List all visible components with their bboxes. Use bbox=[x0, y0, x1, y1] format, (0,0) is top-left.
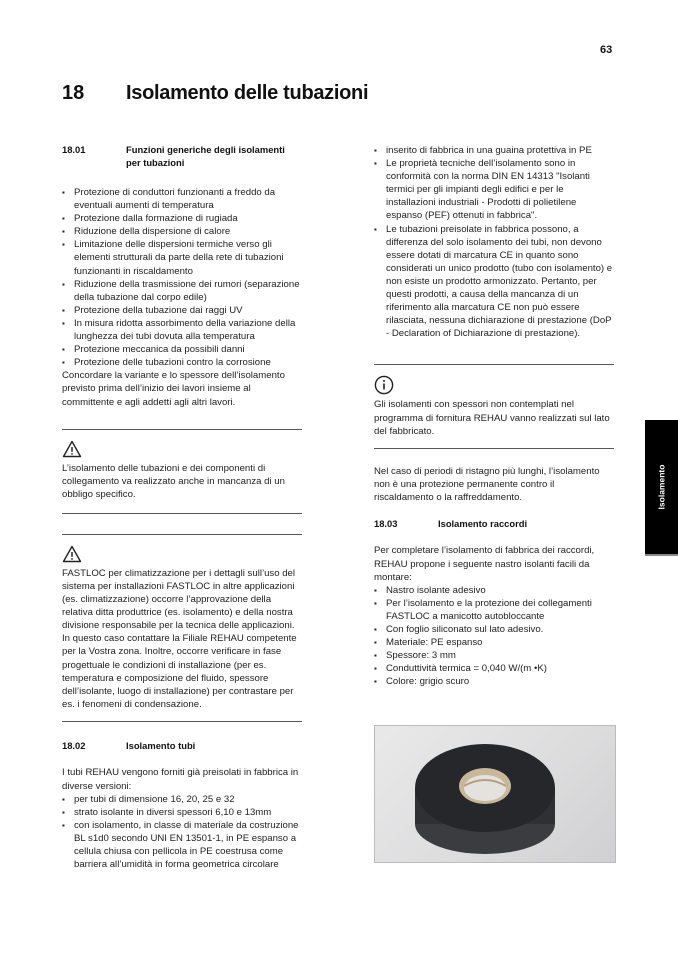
closing-paragraph: Concordare la variante e lo spessore dell’isolamento previsto prima dell’inizio dei lavori insieme al committente e agli addetti agli altri lavori. bbox=[62, 370, 285, 408]
list-item: ▪ Protezione dalla formazione di rugiada bbox=[62, 212, 302, 225]
insulating-tape-roll-photo bbox=[374, 725, 616, 863]
left-column bbox=[62, 144, 302, 871]
list-item: ▪ Protezione meccanica da possibili danni bbox=[62, 343, 302, 356]
chapter-number: 18 bbox=[62, 81, 85, 104]
list-item: ▪ inserito di fabbrica in una guaina protettiva in PE bbox=[374, 144, 614, 157]
intro-paragraph: I tubi REHAU vengono forniti già preisolati in fabbrica in diverse versioni: bbox=[62, 767, 299, 792]
list-item: ▪ per tubi di dimensione 16, 20, 25 e 32 bbox=[62, 793, 302, 806]
info-box bbox=[374, 375, 614, 437]
list-item: ▪ Nastro isolante adesivo bbox=[374, 584, 614, 597]
list-item: ▪ Le tubazioni preisolate in fabbrica possono, a differenza del solo isolamento dei tubi, non devono essere dotati di marcatura CE in quanto sono considerati un unico prodotto (tubo con isolamento) e non esiste un prodotto armonizzato. Pertanto, per questi prodotti, a causa della mancanza di un riferimento alla marcatura CE non può essere rilasciata, nessuna dichiarazione di prestazione (DoP - Declaration of Dichiarazione di prestazione). bbox=[374, 223, 614, 341]
warning-text: FASTLOC per climatizzazione per i dettagli sull’uso del sistema per installazioni FASTLOC in altre applicazioni (es. climatizzazione) occorre l’approvazione della relativa ditta produttrice (es. isolamento) e della nostra divisione responsabile per la tecnica delle applicazioni. In questo caso contattare la Filiale REHAU competente per la Vostra zona. Inoltre, occorre verificare in fase progettuale le condizioni di installazione (per es. temperatura e composizione del fluido, spessore dell’isolante, luogo di installazione) per contrastare per es. i fenomeni di condensazione. bbox=[62, 567, 297, 710]
list-item: ▪ Con foglio siliconato sul lato adesivo. bbox=[374, 623, 614, 636]
section-title: Isolamento tubi bbox=[126, 739, 196, 751]
section-number: 18.02 bbox=[62, 739, 86, 751]
list-item: ▪ Limitazione delle dispersioni termiche verso gli elementi strutturali da parte della rete di tubazioni funzionanti in riscaldamento bbox=[62, 238, 302, 277]
stagnation-note: Nel caso di periodi di ristagno più lunghi, l’isolamento non è una protezione permanente contro il riscaldamento o la raffreddamento. bbox=[374, 465, 600, 503]
list-item: ▪ Colore: grigio scuro bbox=[374, 675, 614, 688]
list-item: ▪ Conduttività termica = 0,040 W/(m •K) bbox=[374, 662, 614, 675]
list-item: ▪ con isolamento, in classe di materiale da costruzione BL s1d0 secondo UNI EN 13501-1, in PE espanso a cellula chiusa con pellicola in PE coestrusa come barriera all’umidità in forma geometrica circolare bbox=[62, 819, 302, 871]
list-item: ▪ Riduzione della dispersione di calore bbox=[62, 225, 302, 238]
functions-list bbox=[62, 186, 302, 369]
list-item: ▪ Protezione delle tubazioni contro la corrosione bbox=[62, 356, 302, 369]
list-item: ▪ Protezione della tubazione dai raggi UV bbox=[62, 304, 302, 317]
side-section-tab bbox=[645, 420, 678, 556]
section-number: 18.01 bbox=[62, 144, 86, 155]
section-18-02-heading bbox=[62, 740, 302, 753]
list-item: ▪ Riduzione della trasmissione dei rumori (separazione della tubazione dal corpo edile) bbox=[62, 278, 302, 304]
versions-list bbox=[62, 793, 302, 872]
list-item: ▪ In misura ridotta assorbimento della variazione della lunghezza dei tubi dovuta alla temperatura bbox=[62, 317, 302, 343]
section-title: Isolamento raccordi bbox=[438, 517, 528, 529]
warning-text: L’isolamento delle tubazioni e dei componenti di collegamento va realizzato anche in mancanza di un obbligo specifico. bbox=[62, 462, 285, 500]
warning-box-2 bbox=[62, 545, 302, 711]
list-item: ▪ Le proprietà tecniche dell’isolamento sono in conformità con la norma DIN EN 14313 "Isolanti termici per gli impianti degli edifici e per le installazioni industriali - Prodotti di polietilene espanso (PEF) ottenuti in fabbrica". bbox=[374, 157, 614, 222]
right-column bbox=[374, 144, 614, 689]
list-item: ▪ Spessore: 3 mm bbox=[374, 649, 614, 662]
warning-triangle-icon bbox=[62, 545, 82, 563]
intro-paragraph: Per completare l’isolamento di fabbrica dei raccordi, REHAU propone i seguente nastro isolanti facili da montare: bbox=[374, 545, 595, 583]
list-item: ▪ Materiale: PE espanso bbox=[374, 636, 614, 649]
section-number: 18.03 bbox=[374, 517, 398, 529]
versions-list-continued bbox=[374, 144, 614, 340]
tape-features-list bbox=[374, 584, 614, 689]
section-title: Funzioni generiche degli isolamenti per tubazioni bbox=[126, 144, 285, 168]
chapter-heading bbox=[62, 80, 368, 106]
page-number: 63 bbox=[600, 44, 613, 56]
section-18-01-heading bbox=[62, 144, 302, 169]
warning-box-1 bbox=[62, 440, 302, 501]
side-tab-label: Isolamento bbox=[656, 464, 667, 510]
info-text: Gli isolamenti con spessori non contemplati nel programma di fornitura REHAU vanno realizzati sul lato del fabbricato. bbox=[374, 399, 610, 437]
list-item: ▪ strato isolante in diversi spessori 6,10 e 13mm bbox=[62, 806, 302, 819]
warning-triangle-icon bbox=[62, 440, 82, 458]
chapter-title: Isolamento delle tubazioni bbox=[126, 81, 369, 104]
info-circle-icon bbox=[374, 375, 394, 395]
section-18-03-heading bbox=[374, 518, 614, 531]
list-item: ▪ Protezione di conduttori funzionanti a freddo da eventuali aumenti di temperatura bbox=[62, 186, 302, 212]
list-item: ▪ Per l’isolamento e la protezione dei collegamenti FASTLOC a manicotto autobloccante bbox=[374, 597, 614, 623]
tape-roll-illustration bbox=[375, 726, 615, 862]
